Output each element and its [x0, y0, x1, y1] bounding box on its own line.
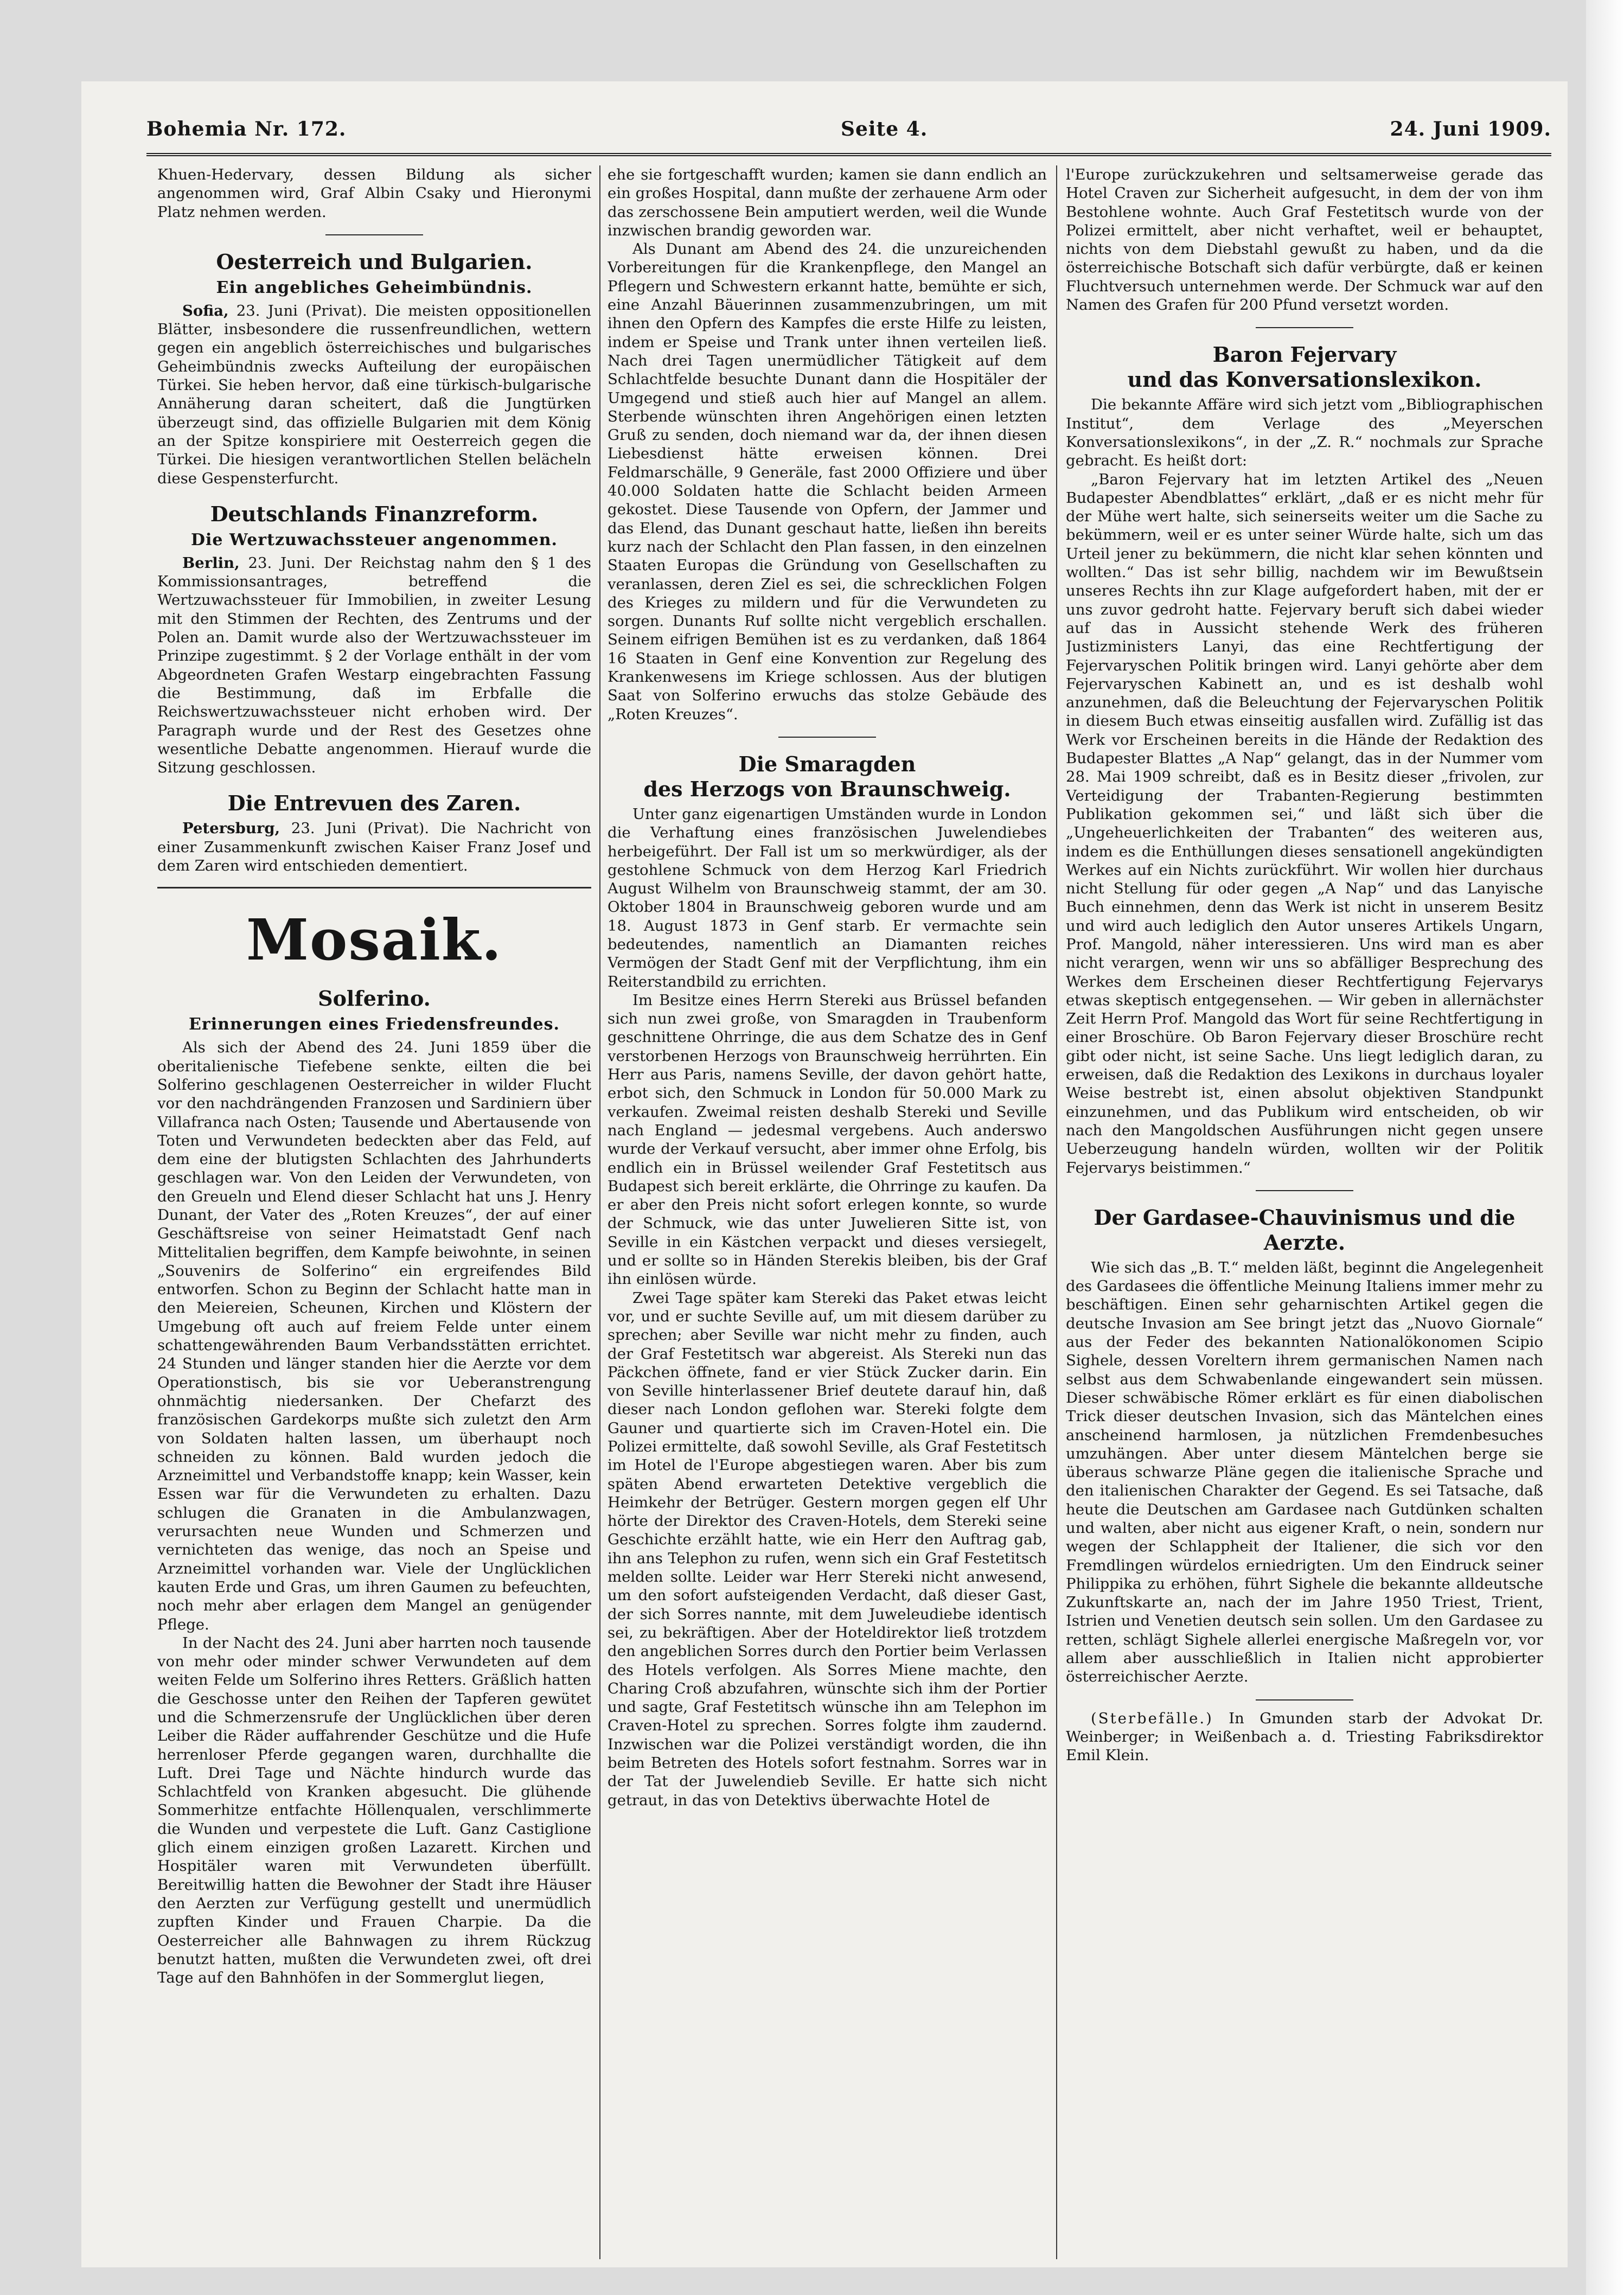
- article-text: 23. Juni (Privat). Die meisten oppositionellen Blätter, insbesondere die russenfreundlichen, wettern gegen ein angeblich österreichisches und bulgarisches Geheimbündnis zwecks Aufteilung der europäischen Türkei. Sie heben hervor, daß eine türkisch-bulgarische Annäherung daran scheitert, daß die Jungtürken überzeugt sind, das offizielle Bulgarien mit dem König an der Spitze konspiriere mit Oesterreich gegen die Türkei. Die hiesigen verantwortlichen Stellen belächeln diese Gespensterfurcht.: [157, 302, 591, 487]
- article-subtitle-austria-bulgaria: Ein angebliches Geheimbündnis.: [216, 278, 533, 297]
- column-2: [608, 165, 1047, 2259]
- article-title-emeralds-line-2: des Herzogs von Braunschweig.: [643, 776, 1011, 801]
- notice-text: In Gmunden starb der Advokat Dr. Weinberger; in Weißenbach a. d. Triesting Fabriksdirektor Emil Klein.: [1066, 1709, 1543, 1765]
- article-paragraph: Als Dunant am Abend des 24. die unzureichenden Vorbereitungen für die Krankenpflege, den Mangel an Pflegern und Schwestern erkannt hatte, bemühte er sich, eine Anzahl Bäuerinnen zusammenzubringen, um mit ihnen den Opfern des Kampfes die erste Hilfe zu leisten, indem er Speise und Trank unter ihnen verteilen ließ. Nach drei Tagen unermüdlicher Tätigkeit auf dem Schlachtfelde besuchte Dunant dann die Hospitäler der Umgegend und stieß auch hier auf Mangel an allem. Sterbende wünschten ihren Angehörigen einen letzten Gruß zu senden, doch niemand war da, der ihnen diesen Liebesdienst hätte erweisen können. Drei Feldmarschälle, 9 Generäle, fast 2000 Offiziere und über 40.000 Soldaten hatte die Schlacht beiden Armeen gekostet. Diese Tausende von Opfern, der Jammer und das Elend, das Dunant geschaut hatte, ließen ihn bereits kurz nach der Schlacht den Plan fassen, in den einzelnen Staaten Europas die Gründung von Gesellschaften zu veranlassen, deren Ziel es sei, die schrecklichen Folgen des Krieges zu mildern und für die Verwundeten zu sorgen. Dunants Ruf sollte nicht vergeblich erschallen. Seinem eifrigen Bemühen ist es zu verdanken, daß 1864 16 Staaten in Genf eine Konvention zur Regelung des Krankenwesens im Kriege schlossen. Aus der blutigen Saat von Solferino erwuchs das stolze Gebäude des „Roten Kreuzes“.: [608, 240, 1047, 723]
- article-title-gardasee: Der Gardasee-Chauvinismus und die: [1094, 1205, 1516, 1230]
- section-heading-mosaik: Mosaik.: [246, 906, 503, 974]
- article-paragraph: Im Besitze eines Herrn Stereki aus Brüssel befanden sich nun zwei große, von Smaragden in Traubenform geschnittene Ohrringe, die aus dem Schatze des in Genf verstorbenen Herzogs von Braunschweig herrührten. Ein Herr aus Paris, namens Seville, der davon gehört hatte, erbot sich, den Schmuck in London für 50.000 Mark zu verkaufen. Zweimal reisten deshalb Stereki und Seville nach England — jedesmal vergebens. Auch anderswo wurde der Verkauf versucht, aber immer ohne Erfolg, bis endlich ein in Brüssel weilender Graf Festetitsch aus Budapest sich bereit erklärte, die Ohrringe zu kaufen. Da er aber den Preis nicht sofort erlegen konnte, so wurde der Schmuck, wie das unter Juwelieren Sitte ist, von Seville in ein Kästchen verpackt und dieses versiegelt, und er sollte so in Händen Sterekis bleiben, bis der Graf ihn einlösen würde.: [608, 991, 1047, 1288]
- notice-label: (Sterbefälle.): [1091, 1709, 1213, 1727]
- dateline: Petersburg,: [182, 820, 280, 838]
- article-paragraph: Die bekannte Affäre wird sich jetzt vom „Bibliographischen Institut“, dem Verlage des „Meyerschen Konversationslexikons“, in der „Z. R.“ nochmals zur Sprache gebracht. Es heißt dort:: [1066, 396, 1543, 470]
- dateline: Sofia,: [182, 302, 229, 319]
- article-title-tsar-meetings: Die Entrevuen des Zaren.: [227, 791, 521, 816]
- column-rule-2: [1056, 165, 1057, 2259]
- article-paragraph: l'Europe zurückzukehren und seltsamerweise gerade das Hotel Craven zur Sicherheit aufgesucht, in dem der von ihm Bestohlene wohnte. Auch Graf Festetitsch wurde von der Polizei ermittelt, aber nicht verhaftet, weil er behauptet, nichts von dem Diebstahl gewußt zu haben, und da die österreichische Botschaft sich dafür verbürgte, daß er keinen Fluchtversuch unternehmen werde. Der Schmuck war auf den Namen des Grafen für 200 Pfund versetzt worden.: [1066, 166, 1543, 314]
- page-header: [146, 111, 1551, 149]
- article-body-austria-bulgaria: [157, 302, 591, 488]
- separator: [1256, 1190, 1353, 1191]
- article-paragraph: In der Nacht des 24. Juni aber harrten noch tausende von mehr oder minder schwer Verwundeten auf dem weiten Felde um Solferino ihres Retters. Gräßlich hatten die Geschosse unter den Reihen der Tapferen gewütet und die Schmerzensrufe der Unglücklichen über deren Leiber die Räder auffahrender Geschütze und die Hufe herrenloser Pferde gegangen waren, durchhallte die Luft. Drei Tage und Nächte hindurch wurde das Schlachtfeld von Kranken abgesucht. Die glühende Sommerhitze entfachte Höllenqualen, verschlimmerte die Wunden und verpestete die Luft. Ganz Castiglione glich einem einzigen großen Lazarett. Kirchen und Hospitäler waren mit Verwundeten überfüllt. Bereitwillig hatten die Bewohner der Stadt ihre Häuser den Aerzten zur Verfügung gestellt und unermüdlich zupften Kinder und Frauen Charpie. Da die Oesterreicher alle Bahnwagen zu ihrem Rückzug benutzt hatten, mußten die Verwundeten zwei, oft drei Tage auf den Bahnhöfen in der Sommerglut liegen,: [157, 1634, 591, 1987]
- article-subtitle-solferino: Erinnerungen eines Friedensfreundes.: [189, 1015, 560, 1034]
- article-text: 23. Juni (Privat). Die Nachricht von einer Zusammenkunft zwischen Kaiser Franz Josef und dem Zaren wird entschieden dementiert.: [157, 820, 591, 875]
- article-title-fejervary-line-2: und das Konversationslexikon.: [1127, 367, 1482, 392]
- article-paragraph: Als sich der Abend des 24. Juni 1859 über die oberitalienische Tiefebene senkte, eilten die bei Solferino geschlagenen Oesterreicher in wilder Flucht vor den nachdrängenden Franzosen und Sardiniern über Villafranca nach Osten; Tausende und Abertausende von Toten und Verwundeten bedeckten aber das Feld, auf dem eine der blutigsten Schlachten des Jahrhunderts geschlagen war. Von den Leiden der Verwundeten, von den Greueln und Elend dieser Schlacht hat uns J. Henry Dunant, der Vater des „Roten Kreuzes“, der auf einer Geschäftsreise von seiner Heimatstadt Genf nach Mittelitalien begriffen, dem Kampfe beiwohnte, in seinen „Souvenirs de Solferino“ ein ergreifendes Bild entworfen. Schon zu Beginn der Schlacht hatte man in den Meiereien, Scheunen, Kirchen und Klöstern der Umgebung oft auch auf freiem Felde unter einem schattengewährenden Baum Verbandsstätten errichtet. 24 Stunden und länger standen hier die Aerzte vor dem Operationstisch, bis sie vor Ueberanstrengung ohnmächtig niedersanken. Der Chefarzt des französischen Gardekorps mußte sich zuletzt den Arm von Soldaten halten lassen, um überhaupt noch schneiden zu können. Bald wurden jedoch die Arzneimittel und Verbandstoffe knapp; kein Wasser, kein Essen war für die Verwundeten zu erhalten. Dazu schlugen die Granaten in die Ambulanzwagen, verursachten neue Wunden und Schmerzen und vernichteten das wenige, das noch an Speise und Arzneimittel vorhanden war. Viele der Unglücklichen kauten Erde und Gras, um ihren Gaumen zu befeuchten, noch mehr aber erlagen dem Mangel an genügender Pflege.: [157, 1039, 591, 1633]
- article-paragraph: Zwei Tage später kam Stereki das Paket etwas leicht vor, und er suchte Seville auf, um mit diesem darüber zu sprechen; aber Seville war nicht mehr zu finden, auch der Graf Festetitsch war abgereist. Als Stereki nun das Päckchen öffnete, fand er vier Stück Zucker darin. Ein von Seville hinterlassener Brief deutete darauf hin, daß dieser nach London geflohen war. Stereki folgte dem Gauner und quartierte sich im Craven-Hotel ein. Die Polizei ermittelte, daß sowohl Seville, als Graf Festetitsch im Hotel de l'Europe abgestiegen waren. Aber bis zum späten Abend erwarteten Detektive vergeblich die Heimkehr der Betrüger. Gestern morgen gegen elf Uhr hörte der Direktor des Craven-Hotels, dem Stereki seine Geschichte erzählt hatte, wie ein Herr den Auftrag gab, ihn ans Telephon zu rufen, wenn sich ein Graf Festetitsch melden sollte. Leider war Herr Stereki nicht anwesend, um den sofort aufsteigenden Verdacht, daß dieser Gast, der sich Sorres nannte, mit dem Juweleudiebe identisch sei, zu bekräftigen. Aber der Hoteldirektor ließ trotzdem den angeblichen Sorres durch den Portier beim Verlassen des Hotels verfolgen. Als Sorres Miene machte, den Charing Croß abzufahren, wünschte sich ihm der Portier und sagte, Graf Festetitsch wünsche ihn am Telephon im Craven-Hotel zu sprechen. Sorres folgte ihm zaudernd. Inzwischen war die Polizei verständigt worden, die ihn beim Betreten des Hotels sofort festnahm. Sorres war in der Tat der Juwelendieb Seville. Er hatte sich nicht getraut, in das von Detektivs überwachte Hotel de: [608, 1289, 1047, 1809]
- separator: [778, 737, 876, 738]
- separator: [1256, 327, 1353, 328]
- header-page-number: Seite 4.: [841, 118, 928, 140]
- column-1: [157, 165, 591, 2259]
- notice-deaths: [1066, 1709, 1543, 1765]
- section-rule: [157, 887, 591, 888]
- article-body-tsar-meetings: [157, 819, 591, 875]
- header-rule: [146, 153, 1551, 156]
- article-title-solferino: Solferino.: [318, 986, 431, 1011]
- article-paragraph: ehe sie fortgeschafft wurden; kamen sie dann endlich an ein großes Hospital, dann mußte der zerhauene Arm oder das zerschossene Bein amputiert werden, weil die Wunde inzwischen brandig geworden war.: [608, 166, 1047, 239]
- article-text: 23. Juni. Der Reichstag nahm den § 1 des Kommissionsantrages, betreffend die Wertzuwachssteuer für Immobilien, in zweiter Lesung mit den Stimmen der Rechten, des Zentrums und der Polen an. Damit wurde also der Wertzuwachssteuer im Prinzipe zugestimmt. § 2 der Vorlage enthält in der vom Abgeordneten Grafen Westarp eingebrachten Fassung die Bestimmung, daß im Erbfalle die Reichswertzuwachssteuer nicht erhoben wird. Der Paragraph wurde und der Rest des Gesetzes ohne wesentliche Debatte angenommen. Hierauf wurde die Sitzung geschlossen.: [157, 554, 591, 777]
- article-title-emeralds: Die Smaragden: [738, 751, 916, 776]
- column-rule-1: [599, 165, 600, 2259]
- separator: [325, 234, 423, 235]
- separator: [1256, 1699, 1353, 1701]
- column-3: [1066, 165, 1543, 2259]
- article-paragraph: Unter ganz eigenartigen Umständen wurde in London die Verhaftung eines französischen Juwelendiebes herbeigeführt. Der Fall ist um so merkwürdiger, als der gestohlene Schmuck von dem Herzog Karl Friedrich August Wilhelm von Braunschweig stammt, der am 30. Oktober 1804 in Braunschweig geboren wurde und am 18. August 1873 in Genf starb. Er vermachte sein bedeutendes, namentlich an Diamanten reiches Vermögen der Stadt Genf mit der Verpflichtung, ihm ein Reiterstandbild zu errichten.: [608, 805, 1047, 990]
- header-issue: Bohemia Nr. 172.: [146, 118, 347, 140]
- article-paragraph: Wie sich das „B. T.“ melden läßt, beginnt die Angelegenheit des Gardasees die öffentliche Meinung Italiens immer mehr zu beschäftigen. Einen sehr geharnischten Artikel gegen die deutsche Invasion am See bringt jetzt das „Nuovo Giornale“ aus der Feder des bekannten Nationalökonomen Scipio Sighele, dessen Voreltern ihrem germanischen Namen nach selbst aus dem Schwabenlande eingewandert sein müssen. Dieser schwäbische Römer erklärt es für einen diabolischen Trick dieser deutschen Invasion, sich das Mäntelchen eines anscheinend harmlosen, ja nützlichen Fremdenbesuches umzuhängen. Aber unter diesem Mäntelchen berge sie überaus schwarze Pläne gegen die italienische Sprache und den italienischen Charakter der Gegend. Es sei Tatsache, daß heute die Deutschen am Gardasee nach Gutdünken schalten und walten, aber nicht aus eigener Kraft, o nein, sondern nur wegen der Schlappheit der Italiener, die sich vor den Fremdlingen würdelos erniedrigten. Um den Eindruck seiner Philippika zu erhöhen, führt Sighele die bekannte alldeutsche Zukunftskarte an, nach der im Jahre 1950 Triest, Trient, Istrien und Venetien deutsch sein sollen. Um den Gardasee zu retten, schlägt Sighele allerlei energische Maßregeln vor, vor allem aber ausschließlich in Italien nicht approbierter österreichischer Aerzte.: [1066, 1258, 1543, 1686]
- column-1-intro: Khuen-Hedervary, dessen Bildung als sicher angenommen wird, Graf Albin Csaky und Hieronymi Platz nehmen werden.: [157, 166, 591, 221]
- article-title-austria-bulgaria: Oesterreich und Bulgarien.: [216, 249, 533, 274]
- article-title-fejervary: Baron Fejervary: [1212, 342, 1397, 367]
- header-date: 24. Juni 1909.: [1390, 118, 1551, 140]
- dateline: Berlin,: [182, 554, 240, 572]
- article-title-finance-reform: Deutschlands Finanzreform.: [210, 501, 539, 526]
- article-paragraph: „Baron Fejervary hat im letzten Artikel des „Neuen Budapester Abendblattes“ erklärt, „daß er es nicht mehr für der Mühe wert halte, sich seinerseits weiter um die Sache zu bekümmern, weil er es unter seiner Würde halte, sich um das Urteil jener zu bekümmern, die nicht klar sehen könnten und wollten.“ Das ist sehr billig, nachdem wir im Bewußtsein unseres Rechts ihn zur Klage aufgefordert haben, mit der er uns zuvor gedroht hatte. Fejervary beruft sich dabei wieder auf das in Aussicht stehende Werk des früheren Justizministers Lanyi, das eine Rechtfertigung der Fejervaryschen Politik bringen wird. Lanyi gehörte aber dem Fejervaryschen Kabinett an, und es ist deshalb wohl anzunehmen, daß die Beleuchtung der Fejervaryschen Politik in diesem Buch etwas einseitig ausfallen wird. Zufällig ist das Werk vor Erscheinen bereits in die Hände der Redaktion des Budapester Blattes „A Nap“ gelangt, das in der Nummer vom 28. Mai 1909 schreibt, daß es in Besitz dieser „frivolen, zur Verteidigung der Trabanten-Regierung bestimmten Publikation gekommen sei,“ und läßt sich über die „Ungeheuerlichkeiten der Trabanten“ des weiteren aus, indem es die Enthüllungen dieses sensationell angekündigten Werkes auf ein Nichts zurückführt. Wir wollen hier durchaus nicht Stellung für oder gegen „A Nap“ und das Lanyische Buch einnehmen, denn das Werk ist nicht in unserem Besitz und wird auch lediglich den Autor unseres Artikels Ungarn, Prof. Mangold, näher interessieren. Uns wird man es aber nicht verargen, wenn wir uns so abfälliger Besprechung des Werkes dem Erscheinen dieser Rechtfertigung Fejervarys etwas skeptisch entgegensehen. — Wir geben in allernächster Zeit Herrn Prof. Mangold das Wort für seine Rechtfertigung in einer Broschüre. Ob Baron Fejervary dieser Broschüre recht gibt oder nicht, ist seine Sache. Uns liegt lediglich daran, zu erweisen, daß die Redaktion des Lexikons in durchaus loyaler Weise bestrebt ist, einen absolut objektiven Standpunkt einzunehmen, und das Publikum wird entscheiden, ob wir nach den Mangoldschen Ausführungen nicht gegen unsere Ueberzeugung handeln würden, wollten wir der Politik Fejervarys beistimmen.“: [1066, 470, 1543, 1177]
- article-body-finance-reform: [157, 554, 591, 777]
- article-subtitle-finance-reform: Die Wertzuwachssteuer angenommen.: [191, 530, 558, 549]
- page-edge: [1586, 0, 1624, 2295]
- article-title-gardasee-line-2: Aerzte.: [1263, 1230, 1346, 1255]
